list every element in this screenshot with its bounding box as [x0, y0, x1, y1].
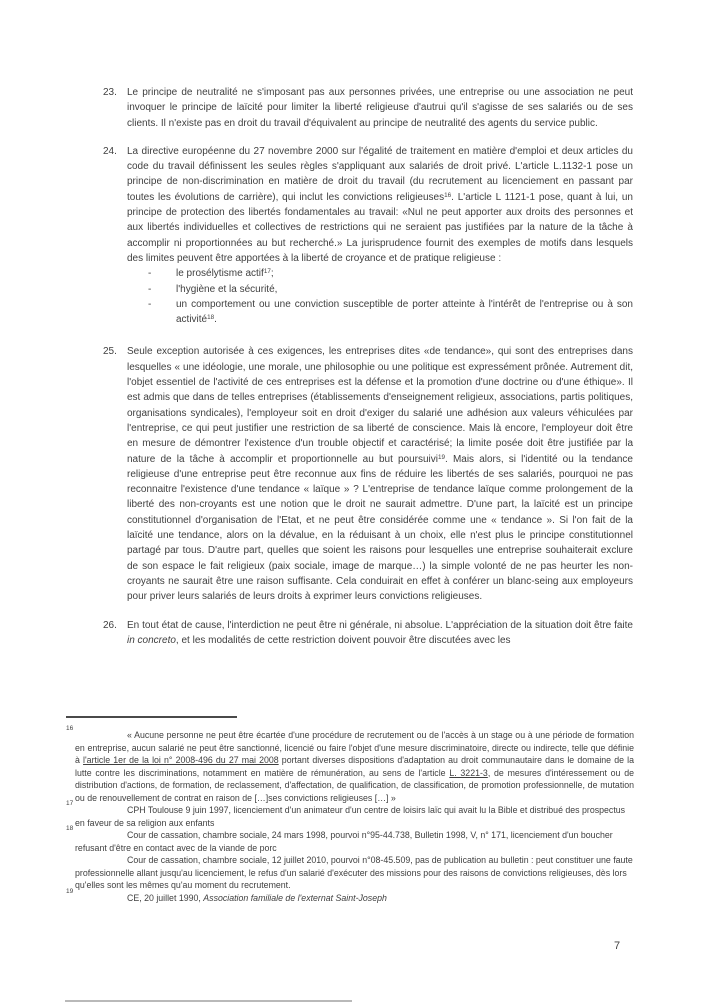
text-segment: « Aucune personne ne peut être écartée d'une procédure de recrutement ou de l'accès à un stage ou à une période de formation en entreprise, aucun salarié ne peut être sanctionné, licencié ou faire l'objet d'une mesure discriminatoire, directe ou indirecte, telle que définie à: [75, 730, 634, 765]
text-segment: CE, 20 juillet 1990,: [127, 892, 204, 903]
paragraph-24: [103, 144, 633, 266]
paragraph-text: [127, 87, 633, 129]
list-item-hygiene: [148, 282, 633, 297]
text-segment: , et les modalités de cette restriction doivent pouvoir être discutées avec les: [175, 634, 511, 646]
paragraph-number: 24.: [103, 145, 117, 157]
paragraph-number: 23.: [103, 87, 117, 98]
footnote-17: 17 CPH Toulouse 9 juin 1997, licenciement d'un animateur d'un centre de loisirs laïc qui avait lu la Bible et distribué des prospectus en faveur de sa religion aux enfants: [75, 804, 634, 829]
paragraph-23: [103, 85, 633, 131]
footnote-text: [75, 892, 634, 905]
superscript-footnote-ref: 17: [263, 268, 271, 276]
text-segment: .: [214, 314, 217, 326]
dash-marker: -: [148, 283, 152, 295]
legal-reference-link[interactable]: L. 3221-3: [449, 767, 488, 778]
list-item-proselytisme: [148, 266, 633, 281]
footnote-16: 16 « Aucune personne ne peut être écartée d'une procédure de recrutement ou de l'accès à un stage ou à une période de formation en entreprise, aucun salarié ne peut être sanctionné, licencié ou faire l'objet d'une mesure discriminatoire, directe ou indirecte, telle que définie à l'article 1er de la loi n° 2008-496 du 27 mai 2008 portant diverses dispositions d'adaptation au droit communautaire dans le domaine de la lutte contre les discriminations, notamment en matière de rémunération, au sens de l'article L. 3221-3, de mesures d'intéressement ou de distribution d'actions, de formation, de reclassement, d'affectation, de qualification, de classification, de promotion professionnelle, de mutation ou de renouvellement de contrat en raison de […]ses convictions religieuses […] »: [66, 725, 634, 803]
paragraph-text: [127, 146, 633, 264]
text-segment: En tout état de cause, l'interdiction ne peut être ni générale, ni absolue. L'appréciation de la situation doit être faite: [127, 619, 633, 631]
footnote-19: 19 CE, 20 juillet 1990, Association familiale de l'externat Saint-Joseph: [75, 892, 634, 905]
text-segment: in concreto: [127, 634, 176, 646]
superscript-footnote-ref: 18: [207, 314, 215, 322]
scan-artifact-line: [65, 1000, 352, 1002]
text-segment: , de mesures d'intéressement ou de distribution d'actions, de formation, de reclassement, d'affectation, de qualification, de classification, de promotion professionnelle, de mutation ou de renouvellement de contrat en raison de […]ses convictions religieuses […] »: [75, 767, 634, 803]
list-item-text: [176, 284, 277, 295]
footnote-text: [66, 725, 634, 804]
list-item-text: [176, 299, 633, 325]
page-number: 7: [613, 940, 621, 952]
text-segment: le prosélytisme actif: [176, 268, 264, 280]
footnotes-section: [0, 716, 709, 904]
footnote-18: 18 Cour de cassation, chambre sociale, 24 mars 1998, pourvoi n°95-44.738, Bulletin 1998, V, n° 171, licenciement d'un boucher refusant d'être en contact avec de la viande de porc: [75, 829, 634, 854]
text-segment: Cour de cassation, chambre sociale, 12 juillet 2010, pourvoi n°08-45.509, pas de publication au bulletin : peut constituer une faute professionnelle allant jusqu'au licenciement, le refus d'un salarié d'exécuter des missions pour des raisons de convictions religieuses, dès lors qu'elles sont les mêmes qu'au moment du recrutement.: [75, 855, 633, 890]
text-segment: portant diverses dispositions d'adaptation au droit communautaire dans le domaine de la lutte contre les discriminations, notamment en matière de rémunération, au sens de l'article: [75, 755, 634, 778]
document-body: [0, 85, 709, 661]
footnote-text: [75, 854, 634, 892]
paragraph-26: [103, 618, 633, 649]
superscript-footnote-ref: 19: [438, 453, 446, 461]
text-segment: La directive européenne du 27 novembre 2000 sur l'égalité de traitement en matière d'emploi et deux articles du code du travail définissent les seules règles s'appliquant aux salariés de droit privé. L'article L.1132-1 pose un principe de non-discrimination en matière de droit du travail (du recrutement au licenciement en passant par toutes les évolutions de carrière), qui inclut les convictions religieuses: [127, 145, 633, 203]
text-segment: Association familiale de l'externat Saint-Joseph: [203, 892, 387, 903]
dash-marker: -: [148, 298, 152, 310]
superscript-footnote-ref: 16: [444, 191, 452, 199]
text-segment: . Mais alors, si l'identité ou la tendance religieuse d'une entreprise peut être reconnue aux fins de réduire les libertés de ses salariés, pourquoi ne pas reconnaitre l'existence d'une tendance « laïque » ? L'entreprise de tendance laïque comme prolongement de la liberté des non-croyants est une notion que le droit ne saurait admettre. D'une part, la laïcité est un principe constitutionnel d'organisation de l'Etat, et ne peut être considérée comme une « tendance ». Si l'on fait de la laïcité une tendance, alors on la dévalue, en la réduisant à un choix, elle n'est plus le principe constitutionnel partagé par tous. D'autre part, quelles que soient les raisons pour lesquelles une entreprise souhaiterait exclure de son espace le fait religieux (paix sociale, image de marque…) la simple volonté de ne pas heurter les non-croyants ne saurait être une raison suffisante. Cela conduirait en effet à conférer un blanc-seing aux employeurs pour priver leurs salariés de leurs droits à exprimer leurs convictions religieuses.: [127, 453, 633, 603]
footnote-text: [75, 829, 634, 854]
text-segment: l'hygiène et la sécurité,: [176, 283, 278, 295]
dash-marker: -: [148, 268, 152, 280]
text-segment: Seule exception autorisée à ces exigences, les entreprises dites «de tendance», qui sont des entreprises dans lesquelles « une idéologie, une morale, une philosophie ou une politique est expressément prônée. Autrement dit, l'objet essentiel de l'activité de ces entreprises est la défense et la promotion d'une doctrine ou d'une éthique». Il est admis que dans de telles entreprises (établissements d'enseignement religieux, associations, partis politiques, organisations syndicales), l'employeur soit en droit d'exiger du salarié une adhésion aux valeurs véhiculées par l'entreprise, ce qui peut justifier une restriction de sa liberté de conscience. Mais là encore, l'employeur doit être en mesure de démontrer l'existence d'un trouble objectif et caractérisé; la limite posée doit être justifiée par la nature de la tâche à accomplir et proportionnelle au but poursuivi: [127, 346, 633, 465]
text-segment: Le principe de neutralité ne s'imposant pas aux personnes privées, une entreprise ou une association ne peut invoquer le principe de laïcité pour limiter la liberté religieuse d'autrui qu'il s'agisse de ses salariés ou de ses clients. Il n'existe pas en droit du travail d'équivalent au principe de neutralité des agents du service public.: [127, 87, 633, 129]
list-item-comportement: [148, 297, 633, 328]
paragraph-text: [127, 346, 633, 602]
footnote-18-continued: [75, 854, 634, 892]
text-segment: ;: [270, 268, 274, 280]
text-segment: Cour de cassation, chambre sociale, 24 mars 1998, pourvoi n°95-44.738, Bulletin 1998, V, n° 171, licenciement d'un boucher refusant d'être en contact avec de la viande de porc: [75, 830, 613, 853]
list-item-text: [176, 268, 274, 279]
legal-reference-link[interactable]: l'article 1er de la loi n° 2008-496 du 27 mai 2008: [83, 755, 279, 765]
paragraph-text: [127, 620, 633, 646]
paragraph-25: [103, 344, 633, 604]
paragraph-number: 25.: [103, 346, 117, 358]
text-segment: . L'article L 1121-1 pose, quant à lui, un principe de protection des libertés fondamentales au travail: «Nul ne peut apporter aux droits des personnes et aux libertés individuelles et collectives de restrictions qui ne seraient pas justifiées par la nature de la tâche à accomplir ni proportionnées au but recherché.» La jurisprudence fournit des exemples de motifs dans lesquels des limites peuvent être apportées à la liberté de croyance et de pratique religieuse :: [127, 191, 633, 264]
footnote-text: [75, 804, 634, 829]
footnote-separator: [66, 716, 237, 718]
text-segment: un comportement ou une conviction susceptible de porter atteinte à l'intérêt de l'entreprise ou à son activité: [176, 298, 633, 326]
paragraph-number: 26.: [103, 619, 117, 631]
text-segment: CPH Toulouse 9 juin 1997, licenciement d'un animateur d'un centre de loisirs laïc qui avait lu la Bible et distribué des prospectus en faveur de sa religion aux enfants: [75, 805, 626, 828]
